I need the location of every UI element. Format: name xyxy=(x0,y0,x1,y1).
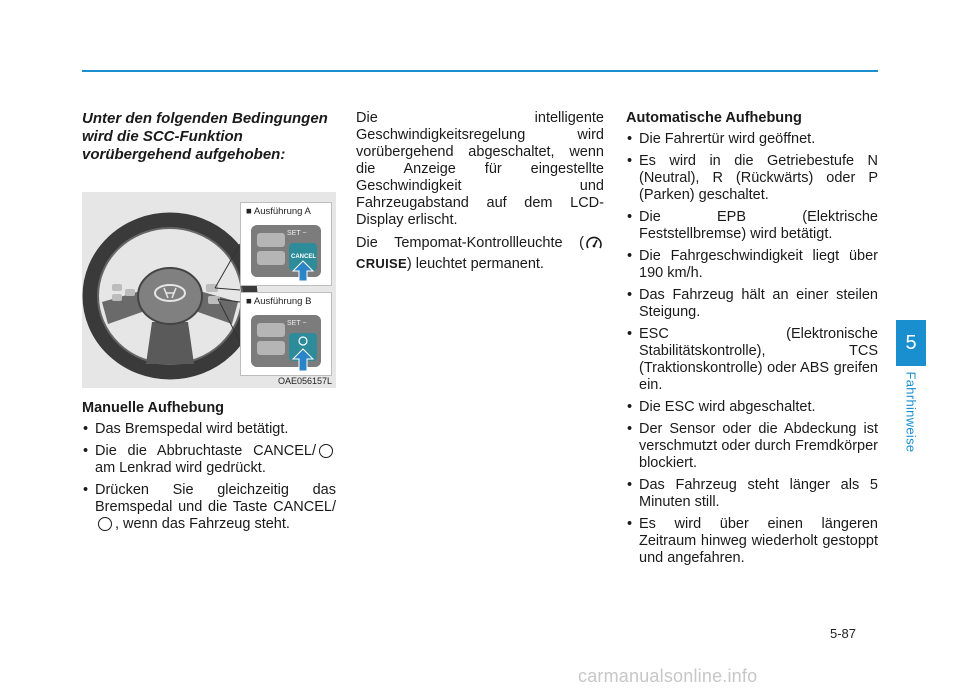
list-item: • Die ESC wird abgeschaltet. xyxy=(626,399,878,416)
cancel-label: CANCEL xyxy=(291,254,316,260)
list-item: • Das Fahrzeug steht länger als 5 Minuten still. xyxy=(626,477,878,511)
left-column xyxy=(82,110,336,174)
cruise-label: CRUISE xyxy=(356,256,407,271)
list-item: • Es wird in die Getriebestufe N (Neutral), R (Rückwärts) oder P (Parken) geschaltet. xyxy=(626,153,878,204)
manual-cancel-list xyxy=(82,421,336,533)
auto-cancel-title: Automatische Aufhebung xyxy=(626,110,802,126)
list-item: • Der Sensor oder die Abdeckung ist verschmutzt oder durch Fremdkörper blockiert. xyxy=(626,421,878,472)
list-item: • Das Fahrzeug hält an einer steilen Steigung. xyxy=(626,287,878,321)
middle-column xyxy=(356,110,604,279)
list-item: • Die Fahrgeschwindigkeit liegt über 190 km/h. xyxy=(626,248,878,282)
chapter-label: Fahrhinweise xyxy=(903,371,919,453)
list-item: • Das Bremspedal wird betätigt. xyxy=(82,421,336,438)
list-item: • Drücken Sie gleichzeitig das Bremspedal und die Taste CANCEL/, wenn das Fahrzeug steht. xyxy=(82,482,336,533)
watermark: carmanualsonline.info xyxy=(578,666,758,686)
inset-a-label: ■ Ausführung A xyxy=(246,206,311,217)
cruise-paragraph: Die Tempomat-Kontrollleuchte (CRUISE) leuchtet permanent. xyxy=(356,235,604,273)
scc-paragraph: Die intelligente Geschwindigkeitsregelung wird vorübergehend abgeschaltet, wenn die Anzeige für eingestellte Geschwindigkeit und Fahrzeugabstand auf dem LCD-Display erlischt. xyxy=(356,110,604,228)
manual-cancel-title: Manuelle Aufhebung xyxy=(82,400,225,416)
page-number: 5-87 xyxy=(830,626,857,641)
list-item: • Die die Abbruchtaste CANCEL/ am Lenkrad wird gedrückt. xyxy=(82,443,336,477)
inset-version-b xyxy=(240,292,332,376)
cruise-indicator-icon xyxy=(586,236,602,255)
figure-code: OAE056157L xyxy=(277,376,332,386)
list-item: • Die Fahrertür wird geöffnet. xyxy=(626,131,878,148)
inset-version-a xyxy=(240,202,332,286)
manual-cancel-section xyxy=(82,400,336,538)
set-label-b: SET − xyxy=(287,320,307,327)
conditions-subheading: Unter den folgenden Bedingungen wird die SCC-Funktion vorübergehend aufgehoben: xyxy=(82,110,328,163)
chapter-tab: 5 xyxy=(896,320,926,366)
list-item: • Die EPB (Elektrische Feststellbremse) wird betätigt. xyxy=(626,209,878,243)
top-rule xyxy=(82,70,878,72)
inset-b-label: ■ Ausführung B xyxy=(246,296,312,307)
steering-wheel-figure xyxy=(82,192,336,388)
list-item: • ESC (Elektronische Stabilitätskontrolle), TCS (Traktionskontrolle) oder ABS greifen ein. xyxy=(626,326,878,394)
cancel-circle-icon xyxy=(98,517,112,531)
list-item: • Es wird über einen längeren Zeitraum hinweg wiederholt gestoppt und angefahren. xyxy=(626,516,878,567)
set-label-a: SET − xyxy=(287,230,307,237)
cancel-circle-icon xyxy=(319,444,333,458)
right-column xyxy=(626,110,878,572)
auto-cancel-list xyxy=(626,131,878,567)
